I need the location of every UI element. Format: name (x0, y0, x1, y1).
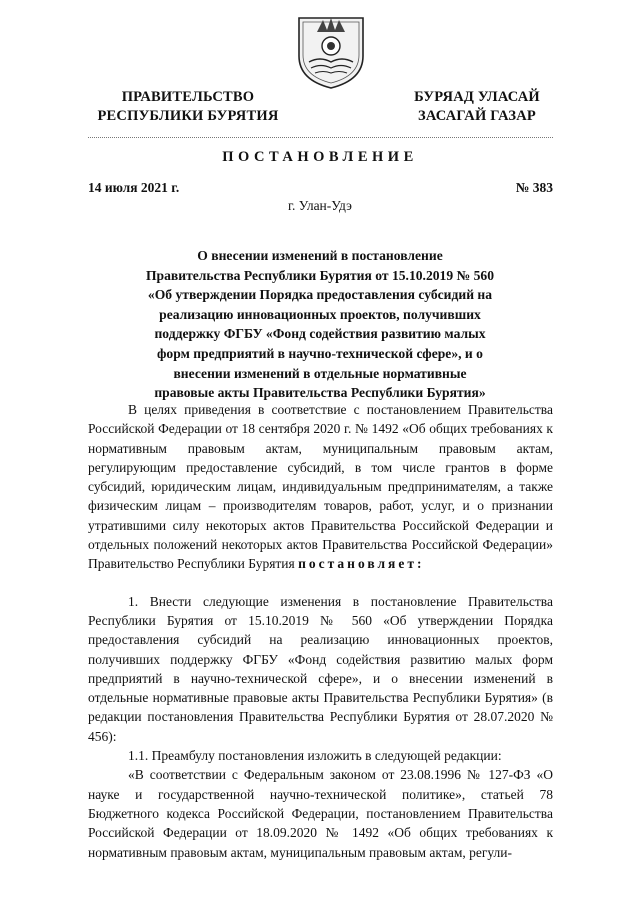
title-line: внесении изменений в отдельные нормативные (173, 365, 467, 381)
preamble-text: В целях приведения в соответствие с постановлением Правительства Российской Федерации от 18 сентября 2020 г. № 1492 «Об общих требованиях к нормативным правовым актам, муниципальным правовым актам, регулирующим предоставление субсидий, в том числе грантов в форме субсидий, юридическим лицам, индивидуальным предпринимателям, а также физическим лицам – производителям товаров, работ, услуг, и о признании утратившими силу некоторых актов Правительства Российской Федерации и отдельных положений некоторых актов Правительства Российской Федерации» Правительство Республики Бурятия (88, 402, 553, 572)
header-divider (88, 137, 553, 138)
document-city: г. Улан-Удэ (288, 198, 352, 213)
title-line: правовые акты Правительства Республики Бурятия» (154, 385, 486, 401)
title-line: реализацию инновационных проектов, получивших (159, 306, 481, 322)
header-left-line1: ПРАВИТЕЛЬСТВО (121, 89, 255, 105)
item-1-paragraph: 1. Внести следующие изменения в постановление Правительства Республики Бурятия от 15.10.2019 № 560 «Об утверждении Порядка предоставления субсидий на реализацию инновационных проектов, получивших поддержку ФГБУ «Фонд содействия развитию малых форм предприятий в научно-технической сфере», и о внесении изменений в отдельные нормативные правовые акты Правительства Республики Бурятия» (в редакции постановления Правительства Республики Бурятия от 28.07.2020 № 456): (88, 593, 553, 744)
preamble-paragraph (88, 400, 553, 574)
title-line: О внесении изменений в постановление (197, 248, 443, 263)
coat-of-arms-icon (293, 10, 369, 90)
title-line: форм предприятий в научно-технической сфере», и о (157, 345, 483, 361)
document-body (88, 400, 553, 862)
title-line: поддержку ФГБУ «Фонд содействия развитию малых (154, 326, 486, 342)
header-right-line2: ЗАСАГАЙ ГАЗАР (418, 108, 536, 124)
document-title (120, 246, 520, 403)
document-date: 14 июля 2021 г. (88, 180, 180, 195)
header-right-line1: БУРЯАД УЛАСАЙ (414, 89, 540, 105)
header-left-line2: РЕСПУБЛИКИ БУРЯТИЯ (97, 108, 279, 124)
item-1-1-paragraph: 1.1. Преамбулу постановления изложить в следующей редакции: (128, 748, 502, 764)
header-left-block (88, 88, 288, 126)
header-right-block (402, 88, 552, 126)
quote-paragraph: «В соответствии с Федеральным законом от 23.08.1996 № 127-ФЗ «О науке и государственной научно-технической политике», статьей 78 Бюджетного кодекса Российской Федерации, постановлением Правительства Российской Федерации от 18.09.2020 № 1492 «Об общих требованиях к нормативным правовым актам, муниципальным правовым актам, регули- (88, 767, 553, 860)
resolves-word: постановляет: (298, 556, 425, 572)
document-number: № 383 (515, 180, 553, 195)
title-line: Правительства Республики Бурятия от 15.10.2019 № 560 (145, 267, 494, 283)
title-line: «Об утверждении Порядка предоставления субсидий на (147, 287, 493, 303)
document-type: ПОСТАНОВЛЕНИЕ (222, 149, 418, 165)
